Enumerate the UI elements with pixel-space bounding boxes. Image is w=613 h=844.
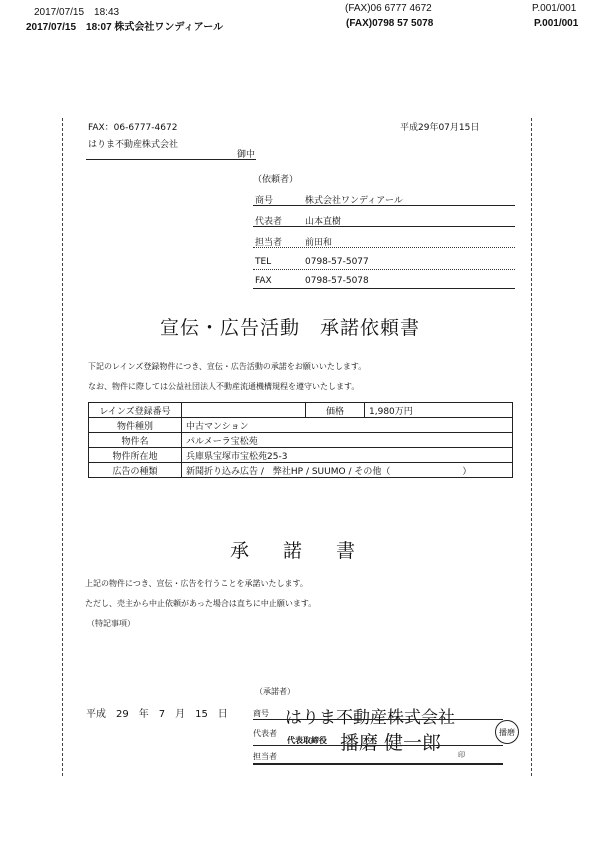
requester-label: 商号 <box>255 196 274 206</box>
fax-datetime-1: 2017/07/15 18:43 <box>34 7 120 18</box>
fax-number-2: (FAX)0798 57 5078 <box>346 18 434 29</box>
requester-heading: （依頼者） <box>253 175 299 185</box>
recipient-honorific: 御中 <box>237 150 256 160</box>
ad-type-label: 広告の種類 <box>89 463 182 478</box>
intro-line-2: なお、物件に際しては公益社団法人不動産流通機構規程を遵守いたします。 <box>88 382 360 391</box>
reins-value <box>182 403 306 418</box>
fax-page-1: P.001/001 <box>532 3 577 14</box>
company-label: 商号 <box>253 709 269 718</box>
special-notes-label: （特記事項） <box>87 619 135 628</box>
document-title: 宣伝・広告活動 承諾依頼書 <box>160 317 421 339</box>
underline <box>253 269 515 270</box>
underline <box>253 205 515 206</box>
requester-label: 代表者 <box>255 217 283 227</box>
requester-staff: 前田和 <box>305 238 333 248</box>
underline <box>253 288 515 289</box>
underline <box>253 247 515 248</box>
requester-company: 株式会社ワンディアール <box>305 196 403 206</box>
consent-line-2: ただし、売主から中止依頼があった場合は直ちに中止願います。 <box>85 599 317 608</box>
recipient-name: はりま不動産株式会社 <box>88 140 179 150</box>
document-date: 平成29年07月15日 <box>400 123 480 133</box>
requester-label: 担当者 <box>255 238 283 248</box>
reins-label: レインズ登録番号 <box>89 403 182 418</box>
price-label: 価格 <box>306 403 365 418</box>
underline <box>253 719 503 720</box>
company-stamp: はりま不動産株式会社 <box>285 708 455 728</box>
underline <box>253 745 503 746</box>
rep-title: 代表取締役 <box>287 736 327 745</box>
fax-datetime-2: 2017/07/15 18:07 株式会社ワンディアール <box>26 22 224 33</box>
requester-label: TEL <box>255 257 272 267</box>
rep-label: 代表者 <box>253 729 277 738</box>
requester-fax: 0798-57-5078 <box>305 276 369 286</box>
name-value: パルメーラ宝松苑 <box>182 433 513 448</box>
price-value: 1,980万円 <box>365 403 513 418</box>
requester-tel: 0798-57-5077 <box>305 257 369 267</box>
underline <box>253 763 503 765</box>
property-table <box>88 402 513 478</box>
consent-title: 承諾書 <box>230 540 390 562</box>
requester-label: FAX <box>255 276 272 286</box>
recipient-fax: FAX：06-6777-4672 <box>88 123 178 133</box>
seal-mark: 印 <box>458 751 465 759</box>
staff-label: 担当者 <box>253 752 277 761</box>
approver-heading: （承諾者） <box>255 687 295 696</box>
requester-representative: 山本直樹 <box>305 217 342 227</box>
type-label: 物件種別 <box>89 418 182 433</box>
rep-name: 播磨 健一郎 <box>340 732 442 754</box>
company-seal-stamp: 播磨 <box>495 720 519 744</box>
type-value: 中古マンション <box>182 418 513 433</box>
consent-date: 平成 29 年 7 月 15 日 <box>86 709 228 720</box>
ad-type-value: 新聞折り込み広告 / 弊社HP / SUUMO / その他（ ） <box>182 463 513 478</box>
address-value: 兵庫県宝塚市宝松苑25-3 <box>182 448 513 463</box>
address-label: 物件所在地 <box>89 448 182 463</box>
intro-line-1: 下記のレインズ登録物件につき、宣伝・広告活動の承諾をお願いいたします。 <box>88 362 367 371</box>
consent-line-1: 上記の物件につき、宣伝・広告を行うことを承諾いたします。 <box>85 579 308 588</box>
fax-number-1: (FAX)06 6777 4672 <box>345 3 432 14</box>
fax-page-2: P.001/001 <box>534 18 579 29</box>
recipient-underline <box>86 159 256 160</box>
underline <box>253 226 515 227</box>
name-label: 物件名 <box>89 433 182 448</box>
